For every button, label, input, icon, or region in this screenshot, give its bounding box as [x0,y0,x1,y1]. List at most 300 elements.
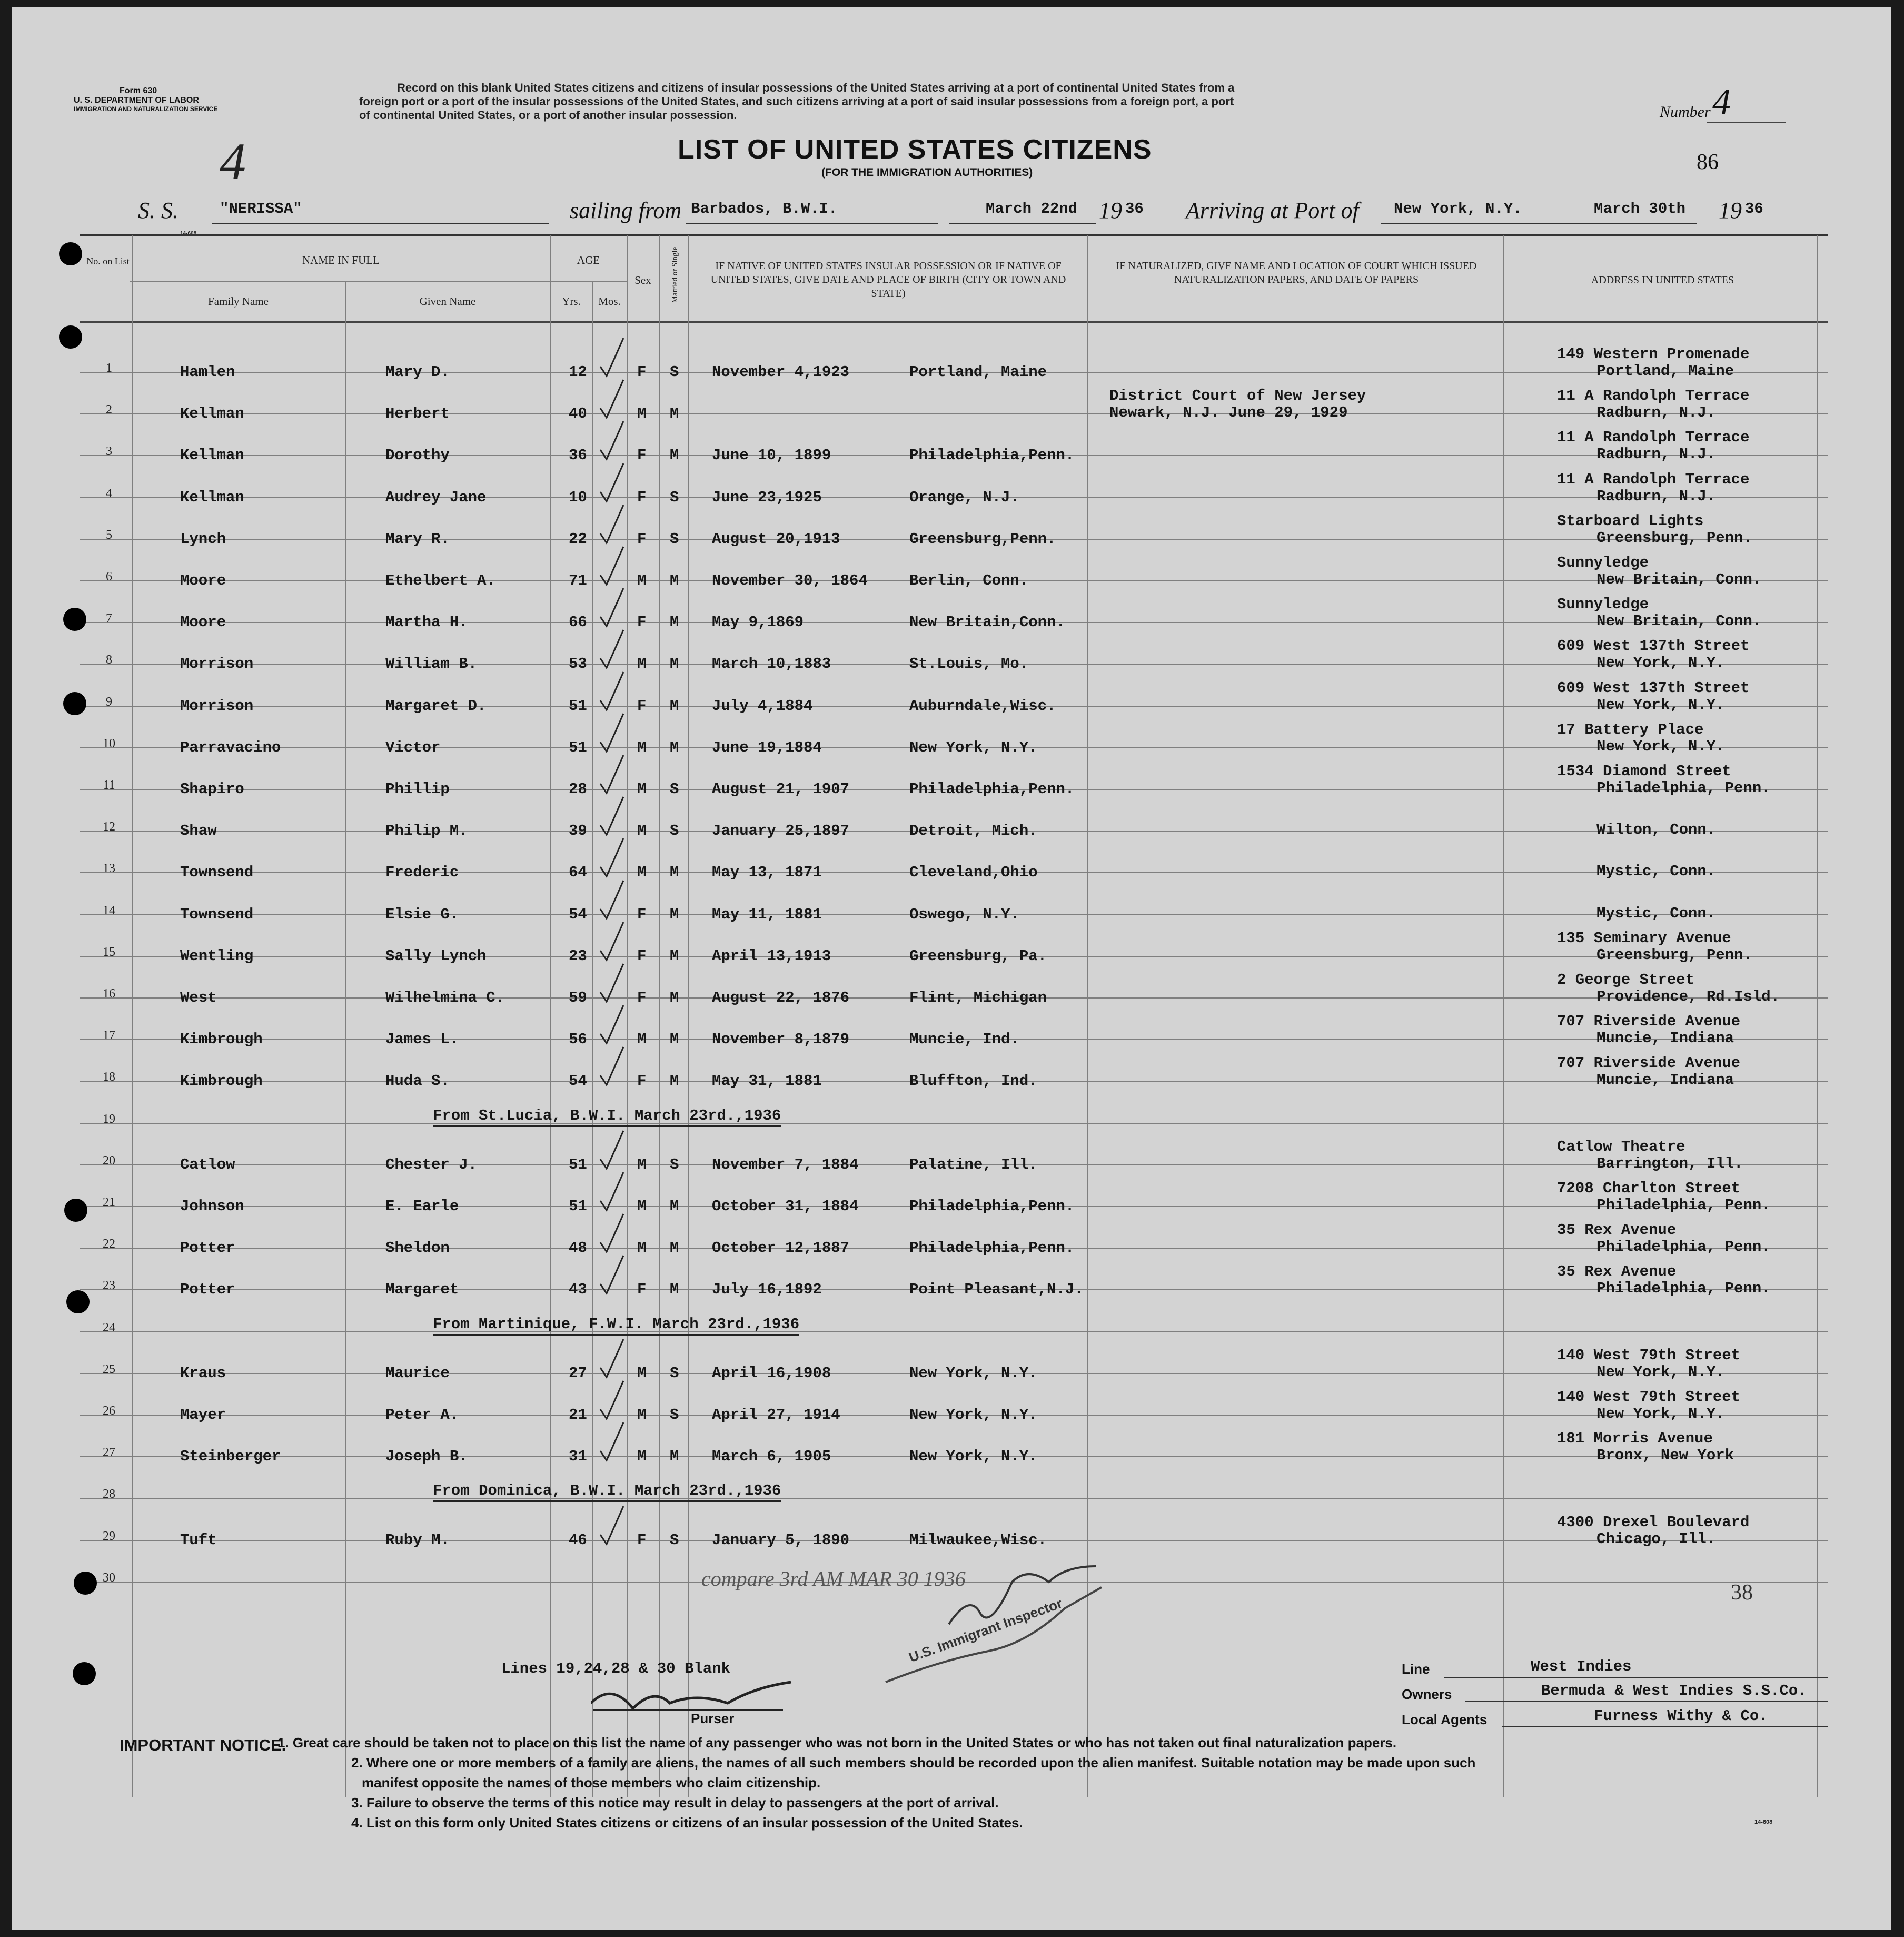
check-mark-icon [596,711,628,759]
given-name: Frederic [385,864,459,882]
row-number: 27 [103,1446,115,1460]
notice-4: 4. List on this form only United States citizens or citizens of an insular possession of the United States. [351,1815,1023,1831]
given-name: Huda S. [385,1072,450,1090]
family-name: Morrison [180,655,254,673]
address-line-2: Radburn, N.J. [1596,404,1716,422]
birth-place: Bluffton, Ind. [909,1072,1038,1090]
row-number: 9 [106,695,112,709]
header-bottom-rule [80,321,1828,323]
address-line-2: New York, N.Y. [1596,737,1725,755]
row-number: 10 [103,736,115,750]
check-mark-icon [596,753,628,801]
marital-status: M [670,655,679,673]
owners-label: Owners [1402,1686,1452,1702]
marital-status: M [670,1198,679,1215]
given-name: James L. [385,1031,459,1049]
age-years: 56 [569,1031,587,1049]
family-name: Parravacino [180,738,281,756]
marital-status: M [670,738,679,756]
marital-status: M [670,405,679,423]
instructions-line-3: of continental United States, or a port of another insular possession. [359,108,737,122]
birth-date: March 6, 1905 [712,1448,831,1466]
given-name: Maurice [385,1364,450,1382]
sex: F [637,947,647,965]
family-name: Shaw [180,822,217,840]
sex: M [637,864,647,882]
address-line-1: 7208 Charlton Street [1557,1180,1741,1197]
given-name: Chester J. [385,1155,478,1173]
owners-underline [1465,1701,1828,1702]
check-mark-icon [596,962,628,1009]
age-years: 66 [569,614,587,631]
check-mark-icon [596,419,628,467]
birth-date: October 12,1887 [712,1239,850,1257]
check-mark-icon [596,1129,628,1176]
ss-label: S. S. [138,197,178,223]
address-line-2: Muncie, Indiana [1596,1071,1734,1089]
age-years: 40 [569,405,587,423]
row-number: 15 [103,945,115,959]
col-rule [1817,235,1818,1797]
age-years: 28 [569,780,587,798]
row-number: 20 [103,1153,115,1168]
arrival-year: 36 [1745,200,1763,218]
marital-status: M [670,864,679,882]
row-number: 6 [106,570,112,584]
sailing-from-label: sailing from [570,197,682,223]
naturalization-court: District Court of New Jersey [1109,387,1366,405]
binder-hole [59,242,82,265]
address-line-2: Mystic, Conn. [1596,863,1716,881]
address-line-2: Philadelphia, Penn. [1596,779,1771,797]
address-line-1: 11 A Randolph Terrace [1557,387,1750,405]
address-line-1: 35 Rex Avenue [1557,1221,1677,1239]
marital-status: M [670,989,679,1006]
given-name: E. Earle [385,1198,459,1215]
address-line-1: 1534 Diamond Street [1557,763,1731,780]
family-name: Johnson [180,1198,244,1215]
age-years: 59 [569,989,587,1006]
binder-hole [73,1662,96,1685]
birth-place: Oswego, N.Y. [909,905,1019,923]
binder-hole [63,608,86,631]
check-mark-icon [596,878,628,926]
department-name: U. S. DEPARTMENT OF LABOR [74,96,199,105]
address-line-2: Philadelphia, Penn. [1596,1238,1771,1256]
given-name: Victor [385,738,441,756]
age-years: 10 [569,488,587,506]
header-given-name: Given Name [419,295,476,308]
number-label: Number [1660,103,1711,121]
row-number: 4 [106,486,112,500]
handwritten-mark: 4 [220,132,246,191]
age-subheader-rule [550,281,628,282]
row-number: 22 [103,1237,115,1251]
family-name: Lynch [180,530,226,548]
row-number: 17 [103,1029,115,1043]
birth-date: July 16,1892 [712,1281,822,1299]
notice-3: 3. Failure to observe the terms of this notice may result in delay to passengers at the port of arrival. [351,1795,999,1811]
birth-place: Flint, Michigan [909,989,1047,1006]
sex: F [637,363,647,381]
binder-hole [59,325,82,349]
check-mark-icon [596,1045,628,1092]
check-mark-icon [596,1170,628,1218]
family-name: Morrison [180,697,254,715]
inspector-label: U.S. Immigrant Inspector [907,1595,1065,1666]
age-years: 54 [569,905,587,923]
family-name: Kimbrough [180,1072,263,1090]
address-line-2: Chicago, Ill. [1596,1530,1716,1548]
birth-date: November 8,1879 [712,1031,850,1049]
sex: M [637,738,647,756]
address-line-1: Sunnyledge [1557,554,1649,571]
address-line-2: New York, N.Y. [1596,696,1725,714]
sex: M [637,1031,647,1049]
arrival-date: March 30th [1594,200,1686,218]
address-line-2: Barrington, Ill. [1596,1154,1743,1172]
family-name: Mayer [180,1406,226,1424]
marital-status: M [670,614,679,631]
given-name: Mary R. [385,530,450,548]
birth-date: May 11, 1881 [712,905,822,923]
marital-status: S [670,1406,679,1424]
binder-hole [74,1572,97,1595]
header-address: ADDRESS IN UNITED STATES [1591,274,1734,286]
marital-status: S [670,1531,679,1549]
address-line-2: Greensburg, Penn. [1596,529,1752,547]
sex: F [637,488,647,506]
sailing-date-underline [949,223,1096,224]
given-name: Martha H. [385,614,468,631]
header-married-single: Married or Single [671,246,679,303]
marital-status: M [670,905,679,923]
family-name: Kraus [180,1364,226,1382]
given-name: Phillip [385,780,450,798]
agents-underline [1502,1726,1828,1727]
birth-date: October 31, 1884 [712,1198,859,1215]
birth-place: Detroit, Mich. [909,822,1038,840]
birth-place: New York, N.Y. [909,1406,1038,1424]
row-number: 7 [106,611,112,626]
sex: F [637,614,647,631]
marital-status: S [670,488,679,506]
header-mos: Mos. [598,295,621,308]
age-years: 21 [569,1406,587,1424]
row-number: 16 [103,987,115,1001]
family-name: Potter [180,1281,235,1299]
birth-place: New York, N.Y. [909,1448,1038,1466]
address-line-1: 135 Seminary Avenue [1557,929,1731,947]
marital-status: S [670,1364,679,1382]
sex: M [637,405,647,423]
family-name: Kellman [180,488,244,506]
print-code-bottom: 14-608 [1754,1819,1773,1825]
age-years: 51 [569,738,587,756]
given-name: Wilhelmina C. [385,989,505,1006]
age-years: 64 [569,864,587,882]
family-name: Shapiro [180,780,244,798]
row-number: 25 [103,1362,115,1376]
address-line-1: 181 Morris Avenue [1557,1430,1713,1448]
age-years: 51 [569,697,587,715]
binder-hole [66,1290,90,1313]
row-rule [80,1123,1828,1124]
number-underline [1707,122,1786,123]
header-age: AGE [577,254,600,266]
birth-place: Greensburg, Pa. [909,947,1047,965]
age-years: 54 [569,1072,587,1090]
birth-date: April 16,1908 [712,1364,831,1382]
purser-signature [591,1682,791,1708]
check-mark-icon [596,1337,628,1385]
header-yrs: Yrs. [562,295,581,308]
birth-place: Palatine, Ill. [909,1155,1038,1173]
blank-lines-note: Lines 19,24,28 & 30 Blank [501,1660,731,1677]
birth-date: August 21, 1907 [712,780,850,798]
sex: F [637,989,647,1006]
header-birth: IF NATIVE OF UNITED STATES INSULAR POSSESSION OR IF NATIVE OF UNITED STATES, GIVE DATE AND PLACE OF BIRTH (CITY OR TOWN AND STATE) [710,260,1066,299]
family-name: Townsend [180,905,254,923]
arrival-port: New York, N.Y. [1394,200,1522,218]
arrival-year-prefix: 19 [1719,197,1742,223]
notice-2-cont: manifest opposite the names of those members who claim citizenship. [362,1775,821,1791]
address-line-2: Bronx, New York [1596,1447,1734,1465]
page-subtitle: (FOR THE IMMIGRATION AUTHORITIES) [821,166,1033,179]
section-heading: From Dominica, B.W.I. March 23rd.,1936 [433,1482,781,1502]
birth-date: August 20,1913 [712,530,840,548]
comparison-stamp: compare 3rd AM MAR 30 1936 [701,1567,966,1590]
arrival-underline [1381,223,1697,224]
check-mark-icon [596,586,628,634]
address-line-2: Greensburg, Penn. [1596,946,1752,964]
form-number: Form 630 [120,86,157,95]
birth-date: November 30, 1864 [712,572,868,589]
col-rule [132,235,133,1797]
sex: F [637,447,647,465]
birth-place: Portland, Maine [909,363,1047,381]
given-name: Elsie G. [385,905,459,923]
owners-value: Bermuda & West Indies S.S.Co. [1541,1682,1807,1699]
birth-date: June 10, 1899 [712,447,831,465]
sex: F [637,1072,647,1090]
birth-date: April 27, 1914 [712,1406,840,1424]
sex: M [637,655,647,673]
service-name: IMMIGRATION AND NATURALIZATION SERVICE [74,105,218,113]
section-heading: From Martinique, F.W.I. March 23rd.,1936 [433,1316,799,1336]
sex: M [637,1406,647,1424]
sex: F [637,905,647,923]
given-name: Dorothy [385,447,450,465]
sex: M [637,1364,647,1382]
marital-status: S [670,363,679,381]
family-name: Catlow [180,1155,235,1173]
given-name: Philip M. [385,822,468,840]
row-number: 21 [103,1195,115,1209]
check-mark-icon [596,1003,628,1051]
number-value: 4 [1712,82,1731,122]
address-line-2: Mystic, Conn. [1596,904,1716,922]
signature-area [591,1545,1170,1724]
check-mark-icon [596,1379,628,1426]
marital-status: M [670,1031,679,1049]
sailing-year: 36 [1125,200,1144,218]
age-years: 51 [569,1198,587,1215]
birth-date: May 31, 1881 [712,1072,822,1090]
row-number: 28 [103,1487,115,1501]
sex: M [637,1239,647,1257]
purser-signature-line [593,1709,783,1711]
marital-status: M [670,1239,679,1257]
address-line-2: Radburn, N.J. [1596,446,1716,463]
header-naturalized: IF NATURALIZED, GIVE NAME AND LOCATION OF COURT WHICH ISSUED NATURALIZATION PAPERS, AND DATE OF PAPERS [1116,260,1477,285]
col-rule [1503,235,1504,1797]
address-line-2: Wilton, Conn. [1596,821,1716,839]
agents-value: Furness Withy & Co. [1594,1707,1768,1725]
sailing-date: March 22nd [986,200,1078,218]
address-line-1: 17 Battery Place [1557,720,1704,738]
check-mark-icon [596,503,628,550]
age-years: 36 [569,447,587,465]
family-name: West [180,989,217,1006]
birth-date: November 7, 1884 [712,1155,859,1173]
family-name: Moore [180,614,226,631]
birth-date: March 10,1883 [712,655,831,673]
address-line-2: Philadelphia, Penn. [1596,1197,1771,1214]
age-years: 31 [569,1448,587,1466]
family-name: Kellman [180,405,244,423]
sex: M [637,822,647,840]
birth-place: New York, N.Y. [909,1364,1038,1382]
birth-date: July 4,1884 [712,697,813,715]
notice-1: 1. Great care should be taken not to place on this list the name of any passenger who was not born in the United States or who has not taken out final naturalization papers. [277,1735,1397,1751]
check-mark-icon [596,836,628,884]
binder-hole [64,1199,87,1222]
sailing-from-value: Barbados, B.W.I. [691,200,838,218]
notice-2: 2. Where one or more members of a family are aliens, the names of all such members should be recorded upon the alien manifest. Suitable notation may be made upon such [351,1755,1476,1771]
row-rule [80,1331,1828,1332]
marital-status: M [670,947,679,965]
given-name: William B. [385,655,478,673]
address-line-2: New York, N.Y. [1596,654,1725,672]
family-name: Kellman [180,447,244,465]
address-line-2: Philadelphia, Penn. [1596,1280,1771,1298]
birth-date: November 4,1923 [712,363,850,381]
address-line-1: 707 Riverside Avenue [1557,1054,1741,1072]
row-number: 26 [103,1404,115,1418]
birth-place: New York, N.Y. [909,738,1038,756]
marital-status: S [670,1155,679,1173]
row-number: 11 [103,778,115,792]
birth-place: Philadelphia,Penn. [909,447,1075,465]
family-name: Tuft [180,1531,217,1549]
family-name: Moore [180,572,226,589]
check-mark-icon [596,545,628,592]
age-years: 46 [569,1531,587,1549]
address-line-2: Providence, Rd.Isld. [1596,988,1780,1005]
header-no: No. on List [86,256,130,266]
check-mark-icon [596,628,628,675]
sex: M [637,780,647,798]
address-line-1: Starboard Lights [1557,512,1704,530]
ship-name: "NERISSA" [220,200,302,218]
family-name: Townsend [180,864,254,882]
birth-date: January 25,1897 [712,822,850,840]
age-years: 51 [569,1155,587,1173]
instructions-line-2: foreign port or a port of the insular possessions of the United States, and such citizens arriving at a port of said insular possessions from a foreign port, a port [359,95,1234,108]
check-mark-icon [596,1212,628,1259]
birth-place: Greensburg,Penn. [909,530,1056,548]
line-underline [1444,1677,1828,1678]
address-line-1: 35 Rex Avenue [1557,1263,1677,1281]
address-line-2: Radburn, N.J. [1596,487,1716,505]
notice-title: IMPORTANT NOTICE. [120,1736,286,1754]
check-mark-icon [596,461,628,509]
sex: M [637,572,647,589]
section-heading: From St.Lucia, B.W.I. March 23rd.,1936 [433,1107,781,1127]
age-years: 71 [569,572,587,589]
address-line-1: Catlow Theatre [1557,1138,1685,1155]
marital-status: S [670,822,679,840]
row-number: 19 [103,1112,115,1126]
address-line-1: 149 Western Promenade [1557,345,1750,363]
birth-date: May 9,1869 [712,614,804,631]
address-line-1: 2 George Street [1557,971,1695,989]
age-years: 48 [569,1239,587,1257]
family-name: Steinberger [180,1448,281,1466]
given-name: Margaret [385,1281,459,1299]
check-mark-icon [596,670,628,717]
row-number: 14 [103,903,115,917]
document-page [12,7,1891,1930]
check-mark-icon [596,1253,628,1301]
birth-place: Philadelphia,Penn. [909,780,1075,798]
row-number: 8 [106,653,112,667]
given-name: Sheldon [385,1239,450,1257]
line-value: West Indies [1531,1658,1632,1675]
check-mark-icon [596,1504,628,1551]
birth-place: Muncie, Ind. [909,1031,1019,1049]
birth-place: Berlin, Conn. [909,572,1029,589]
birth-place: Orange, N.J. [909,488,1019,506]
given-name: Herbert [385,405,450,423]
address-line-1: 707 Riverside Avenue [1557,1013,1741,1031]
birth-place: Auburndale,Wisc. [909,697,1056,715]
given-name: Peter A. [385,1406,459,1424]
address-line-1: 140 West 79th Street [1557,1388,1741,1406]
table-top-rule [80,234,1828,236]
age-years: 43 [569,1281,587,1299]
birth-place: Philadelphia,Penn. [909,1239,1075,1257]
row-number: 23 [103,1279,115,1293]
check-mark-icon [596,920,628,967]
row-rule [80,413,1828,414]
sex: M [637,1448,647,1466]
marital-status: S [670,780,679,798]
check-mark-icon [596,795,628,842]
purser-label: Purser [691,1711,735,1726]
sailing-underline [686,223,938,224]
row-rule [80,1498,1828,1499]
instructions-line-1: Record on this blank United States citizens and citizens of insular possessions of the United States arriving at a port of continental United States from a [397,81,1235,94]
marital-status: S [670,530,679,548]
marital-status: M [670,572,679,589]
address-line-1: 609 West 137th Street [1557,637,1750,655]
given-name: Audrey Jane [385,488,487,506]
given-name: Ethelbert A. [385,572,495,589]
check-mark-icon [596,336,628,383]
marital-status: M [670,697,679,715]
